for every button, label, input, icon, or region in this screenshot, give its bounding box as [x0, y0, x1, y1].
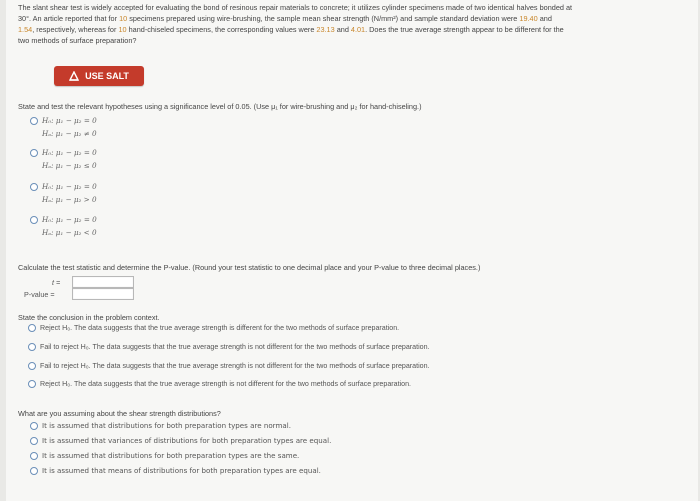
- radio-button[interactable]: [30, 422, 38, 430]
- sample-size-1: 10: [119, 14, 128, 23]
- question-page: [6, 0, 698, 501]
- problem-statement: [18, 2, 686, 46]
- assumption-option[interactable]: [30, 421, 291, 430]
- conclusion-option[interactable]: [28, 380, 411, 388]
- p-value-input[interactable]: [72, 288, 134, 300]
- h0-text: H₀: μ₁ − μ₂ = 0: [42, 182, 97, 191]
- conclusion-option[interactable]: [28, 362, 430, 370]
- problem-text: and: [537, 14, 552, 23]
- problem-text: , respectively, whereas for: [32, 25, 119, 34]
- hypothesis-option[interactable]: [30, 148, 97, 170]
- problem-text: 30°. An article reported that for: [18, 14, 120, 23]
- hypotheses-prompt: State and test the relevant hypotheses using a significance level of 0.05. (Use μ₁ for wire-brushing and μ₂ for hand-chiseling.): [18, 102, 422, 111]
- mean-2: 23.13: [316, 25, 335, 34]
- radio-button[interactable]: [30, 467, 38, 475]
- assumption-prompt: What are you assuming about the shear strength distributions?: [18, 409, 221, 418]
- assumption-option[interactable]: [30, 466, 321, 475]
- ha-text: Hₐ: μ₁ − μ₂ ≤ 0: [42, 161, 97, 170]
- problem-text: . Does the true average strength appear to be different for the: [365, 25, 564, 34]
- problem-line-2: [18, 13, 686, 24]
- option-text: Fail to reject H₀. The data suggests that the true average strength is not different for the two methods of surface preparation.: [40, 362, 430, 370]
- problem-text: hand-chiseled specimens, the corresponding values were: [126, 25, 317, 34]
- h0-text: H₀: μ₁ − μ₂ = 0: [42, 148, 97, 157]
- mean-1: 19.40: [519, 14, 538, 23]
- calc-prompt: Calculate the test statistic and determine the P-value. (Round your test statistic to one decimal place and your P-value to three decimal places.): [18, 263, 481, 272]
- problem-text: and: [334, 25, 351, 34]
- t-statistic-input[interactable]: [72, 276, 134, 288]
- option-text: Fail to reject H₀. The data suggests that the true average strength is not different for the two methods of surface preparation.: [40, 343, 430, 351]
- option-text: It is assumed that distributions for both preparation types are the same.: [42, 451, 300, 460]
- radio-button[interactable]: [30, 149, 38, 157]
- ha-text: Hₐ: μ₁ − μ₂ > 0: [42, 195, 97, 204]
- hypothesis-option[interactable]: [30, 116, 97, 138]
- radio-button[interactable]: [28, 343, 36, 351]
- radio-button[interactable]: [30, 452, 38, 460]
- option-text: Reject H₀. The data suggests that the true average strength is not different for the two methods of surface preparation.: [40, 380, 411, 388]
- p-value-label: P-value =: [24, 290, 55, 299]
- use-salt-label: USE SALT: [85, 71, 129, 81]
- problem-text: specimens prepared using wire-brushing, the sample mean shear strength (N/mm²) and sample standard deviation were: [127, 14, 520, 23]
- option-text: It is assumed that means of distributions for both preparation types are equal.: [42, 466, 321, 475]
- radio-button[interactable]: [28, 362, 36, 370]
- sd-2: 4.01: [350, 25, 366, 34]
- t-label: t =: [52, 278, 61, 287]
- hypothesis-option[interactable]: [30, 215, 97, 237]
- sd-1: 1.54: [18, 25, 33, 34]
- radio-button[interactable]: [30, 216, 38, 224]
- radio-button[interactable]: [30, 117, 38, 125]
- assumption-option[interactable]: [30, 436, 331, 445]
- radio-button[interactable]: [30, 183, 38, 191]
- h0-text: H₀: μ₁ − μ₂ = 0: [42, 215, 97, 224]
- sample-size-2: 10: [118, 25, 127, 34]
- problem-line-1: The slant shear test is widely accepted for evaluating the bond of resinous repair materials to concrete; it utilizes cylinder specimens made of two identical halves bonded at: [18, 3, 573, 12]
- option-text: It is assumed that distributions for both preparation types are normal.: [42, 421, 291, 430]
- ha-text: Hₐ: μ₁ − μ₂ ≠ 0: [42, 129, 97, 138]
- hypothesis-option[interactable]: [30, 182, 97, 204]
- radio-button[interactable]: [28, 324, 36, 332]
- conclusion-prompt: State the conclusion in the problem context.: [18, 313, 160, 322]
- option-text: Reject H₀. The data suggests that the true average strength is different for the two methods of surface preparation.: [40, 324, 400, 332]
- radio-button[interactable]: [28, 380, 36, 388]
- radio-button[interactable]: [30, 437, 38, 445]
- ha-text: Hₐ: μ₁ − μ₂ < 0: [42, 228, 97, 237]
- salt-icon: [69, 71, 79, 81]
- option-text: It is assumed that variances of distributions for both preparation types are equal.: [42, 436, 332, 445]
- h0-text: H₀: μ₁ − μ₂ = 0: [42, 116, 97, 125]
- problem-line-4: two methods of surface preparation?: [18, 36, 137, 45]
- conclusion-option[interactable]: [28, 343, 430, 351]
- use-salt-button[interactable]: [54, 66, 144, 86]
- assumption-option[interactable]: [30, 451, 299, 460]
- conclusion-option[interactable]: [28, 324, 399, 332]
- problem-line-3: [18, 24, 686, 35]
